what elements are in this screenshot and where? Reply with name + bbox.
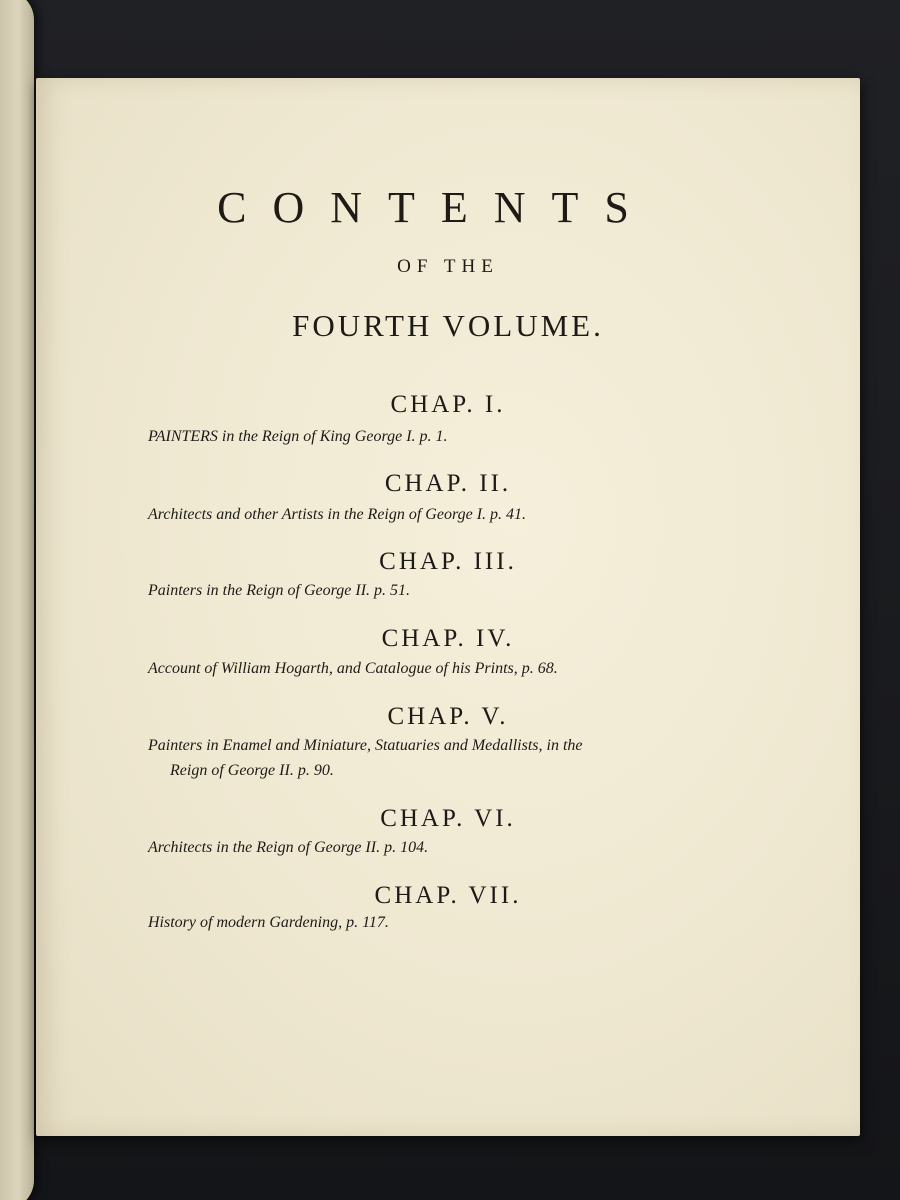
chapter-heading-1: CHAP. I. bbox=[390, 391, 506, 418]
chapter-heading-7: CHAP. VII. bbox=[374, 882, 522, 909]
page-title: CONTENTS bbox=[217, 183, 655, 232]
chapter-entry-2: Architects and other Artists in the Reign of George I. p. 41. bbox=[148, 506, 527, 523]
book-page bbox=[36, 78, 860, 1136]
chapter-heading-5: CHAP. V. bbox=[387, 703, 509, 730]
chapter-heading-2: CHAP. II. bbox=[384, 470, 512, 497]
chapter-heading-6: CHAP. VI. bbox=[380, 805, 516, 832]
chapter-entry-3: Painters in the Reign of George II. p. 51. bbox=[148, 582, 411, 599]
subtitle-of-the: OF THE bbox=[397, 256, 499, 277]
chapter-heading-3: CHAP. III. bbox=[379, 548, 517, 575]
chapter-heading-4: CHAP. IV. bbox=[381, 625, 515, 652]
facing-page-edge bbox=[0, 0, 34, 1200]
chapter-entry-6: Architects in the Reign of George II. p. 104. bbox=[148, 839, 429, 856]
chapter-entry-5-line-2: Reign of George II. p. 90. bbox=[170, 762, 334, 779]
subtitle-volume: FOURTH VOLUME. bbox=[292, 308, 604, 343]
chapter-entry-5-line-1: Painters in Enamel and Miniature, Statuaries and Medallists, in the bbox=[148, 737, 583, 754]
chapter-entry-7: History of modern Gardening, p. 117. bbox=[148, 914, 389, 931]
chapter-entry-1: PAINTERS in the Reign of King George I. p. 1. bbox=[148, 428, 448, 445]
chapter-entry-4: Account of William Hogarth, and Catalogue of his Prints, p. 68. bbox=[148, 660, 558, 677]
